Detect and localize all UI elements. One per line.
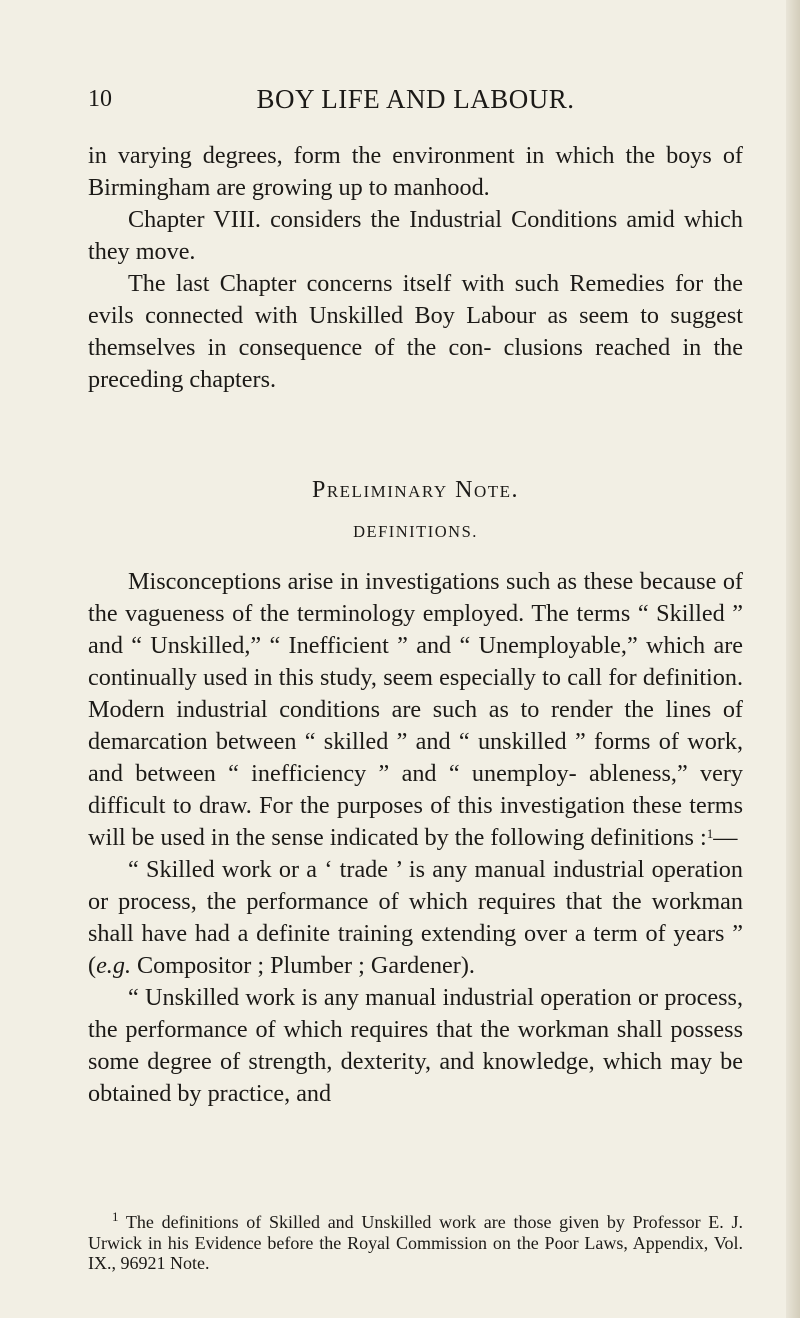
paragraph-unskilled-definition: “ Unskilled work is any manual industrial operation or process, the performance of which requires that the workman shall possess some degree of strength, dexterity, and knowledge, which may be obtained by practice, and: [88, 984, 743, 1107]
em-dash: —: [713, 824, 738, 851]
main-text: [88, 140, 743, 1110]
paragraph-misconceptions: [88, 566, 743, 854]
paragraph-misconceptions-text: Misconceptions arise in investigations such as these because of the vagueness of the terminology employed. The terms “ Skilled ” and “ Unskilled,” “ Inefficient ” and “ Unemployable,” which are continually used in this study, seem especially to call for definition. Modern industrial conditions are such as to render the lines of demarcation between “ skilled ” and “ unskilled ” forms of work, and between “ inefficiency ” and “ unemploy- ableness,” very difficult to draw. For the purposes of this investigation these terms will be used in the sense indicated by the following definitions :: [88, 568, 743, 851]
footnote-text: The definitions of Skilled and Unskilled work are those given by Professor E. J. Urwick in his Evidence before the Royal Commission on the Poor Laws, Appendix, Vol. IX., 96921 Note.: [88, 1212, 743, 1273]
paragraph-continuation: in varying degrees, form the environment in which the boys of Birmingham are growing up to manhood.: [88, 142, 743, 201]
page-header: [88, 82, 743, 122]
eg-abbreviation: e.g.: [96, 952, 131, 979]
paragraph-last-chapter: The last Chapter concerns itself with such Remedies for the evils connected with Unskilled Boy Labour as seem to suggest themselves in consequence of the con- clusions reached in the preceding chapters.: [88, 270, 743, 393]
page-number: 10: [88, 86, 112, 112]
running-title: BOY LIFE AND LABOUR.: [256, 84, 575, 114]
page-edge-shadow: [786, 0, 800, 1318]
footnote: [88, 1209, 743, 1274]
skilled-examples: Compositor ; Plumber ; Gardener).: [131, 952, 475, 979]
paragraph-chapter-viii: Chapter VIII. considers the Industrial Conditions amid which they move.: [88, 206, 743, 265]
section-subheading: DEFINITIONS.: [353, 522, 478, 541]
footnote-reference: 1: [706, 826, 714, 841]
skilled-definition-text: “ Skilled work or a ‘ trade ’ is any manual industrial operation or process, the performance of which requires that the workman shall have had a definite training extending over a term of years ” (: [88, 856, 743, 979]
paragraph-skilled-definition: [88, 854, 743, 982]
footnote-marker: 1: [112, 1209, 119, 1224]
section-heading: Preliminary Note.: [311, 477, 519, 503]
